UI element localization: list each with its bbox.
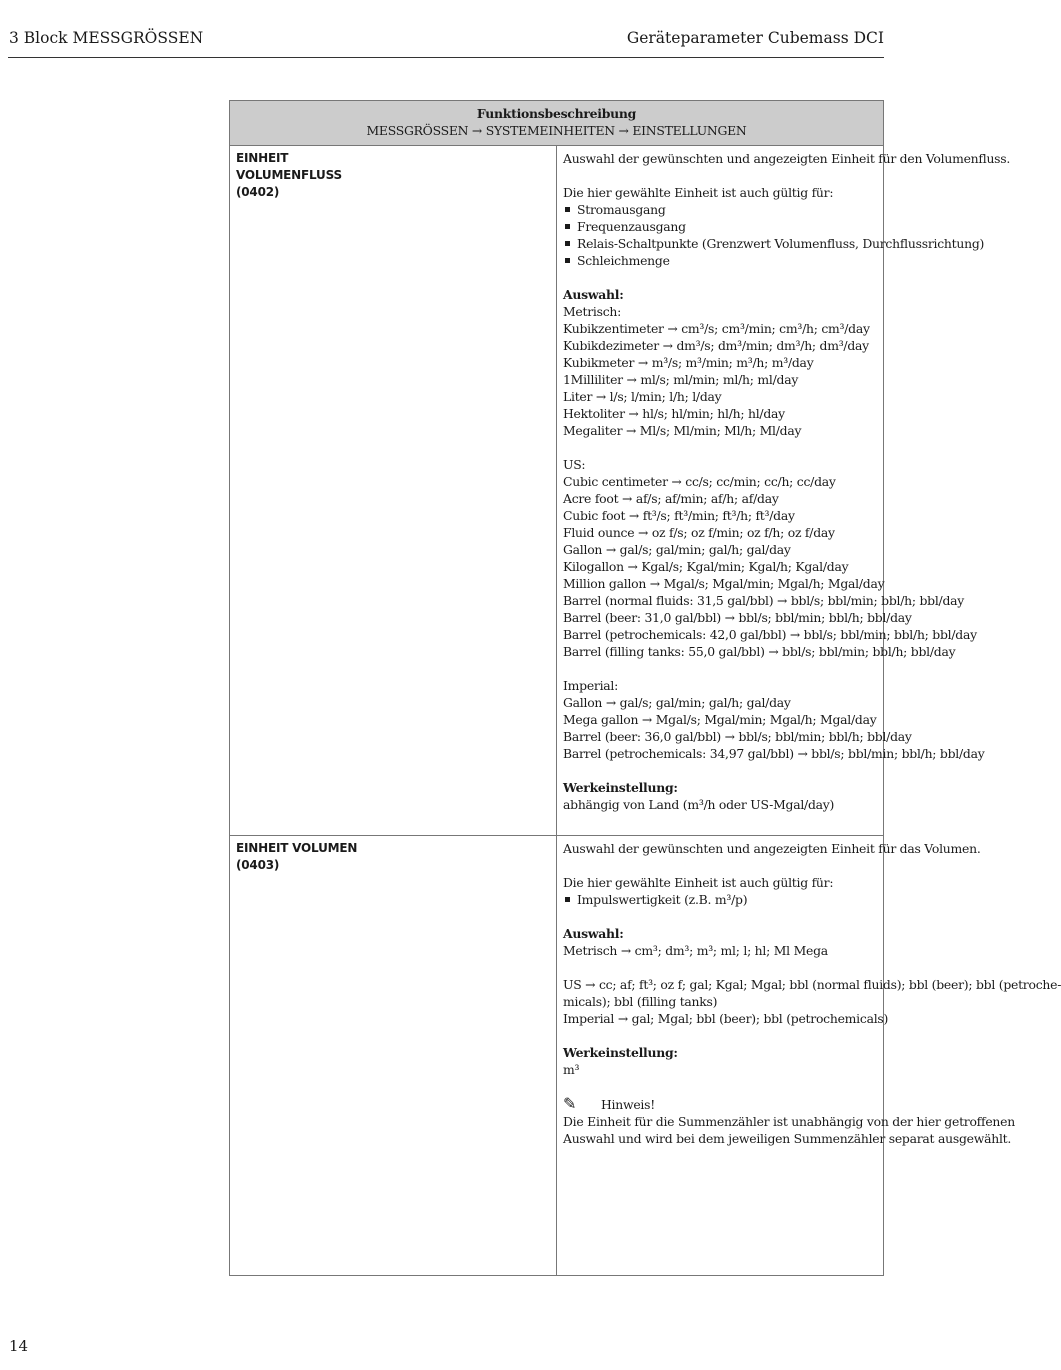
unit-option: Acre foot → af/s; af/min; af/h; af/day bbox=[563, 491, 779, 506]
selection-label: Auswahl: bbox=[563, 926, 624, 941]
default-label: Werkeinstellung: bbox=[563, 1045, 678, 1060]
function-name: EINHEIT bbox=[236, 151, 289, 165]
metric-label: Metrisch: bbox=[563, 304, 622, 319]
note-label: Hinweis! bbox=[601, 1097, 655, 1112]
description-intro: Auswahl der gewünschten und angezeigten Einheit für das Volumen. bbox=[563, 841, 981, 856]
running-header-section: 3 Block MESSGRÖSSEN bbox=[9, 29, 204, 47]
note-text: Die Einheit für die Summenzähler ist unabhängig von der hier getroffenen bbox=[563, 1114, 1015, 1129]
imperial-label: Imperial: bbox=[563, 678, 619, 693]
default-label: Werkeinstellung: bbox=[563, 780, 678, 795]
function-name: VOLUMENFLUSS bbox=[236, 168, 342, 182]
table-header-path: MESSGRÖSSEN → SYSTEMEINHEITEN → EINSTELLUNGEN bbox=[366, 123, 747, 138]
table-header-title: Funktionsbeschreibung bbox=[476, 106, 637, 121]
unit-option: Kubikzentimeter → cm³/s; cm³/min; cm³/h; cm³/day bbox=[563, 321, 870, 336]
header-divider bbox=[8, 57, 884, 58]
unit-option: Kubikmeter → m³/s; m³/min; m³/h; m³/day bbox=[563, 355, 814, 370]
table-row bbox=[230, 146, 884, 836]
metric-option: Metrisch → cm³; dm³; m³; ml; l; hl; Ml Mega bbox=[563, 943, 828, 958]
valid-for-label: Die hier gewählte Einheit ist auch gültig für: bbox=[563, 185, 834, 200]
page-number: 14 bbox=[9, 1337, 29, 1355]
list-item: Relais-Schaltpunkte (Grenzwert Volumenfluss, Durchflussrichtung) bbox=[563, 235, 877, 252]
function-description-table bbox=[229, 100, 1061, 1276]
unit-option: Cubic centimeter → cc/s; cc/min; cc/h; cc/day bbox=[563, 474, 836, 489]
running-header-title: Geräteparameter Cubemass DCI bbox=[626, 29, 884, 47]
us-label: US: bbox=[563, 457, 586, 472]
us-option: US → cc; af; ft³; oz f; gal; Kgal; Mgal; bbl (normal fluids); bbl (beer); bbl (petroche- bbox=[563, 977, 1061, 992]
unit-option: Hektoliter → hl/s; hl/min; hl/h; hl/day bbox=[563, 406, 785, 421]
unit-option: Fluid ounce → oz f/s; oz f/min; oz f/h; oz f/day bbox=[563, 525, 835, 540]
function-name-cell bbox=[230, 146, 557, 836]
unit-option: Cubic foot → ft³/s; ft³/min; ft³/h; ft³/day bbox=[563, 508, 795, 523]
unit-option: Barrel (beer: 31,0 gal/bbl) → bbl/s; bbl/min; bbl/h; bbl/day bbox=[563, 610, 912, 625]
function-description-cell bbox=[557, 146, 1011, 836]
unit-option: Kilogallon → Kgal/s; Kgal/min; Kgal/h; Kgal/day bbox=[563, 559, 849, 574]
function-description-cell bbox=[557, 836, 1061, 1276]
unit-option: 1Milliliter → ml/s; ml/min; ml/h; ml/day bbox=[563, 372, 799, 387]
selection-label: Auswahl: bbox=[563, 287, 624, 302]
imperial-option: Imperial → gal; Mgal; bbl (beer); bbl (petrochemicals) bbox=[563, 1011, 889, 1026]
unit-option: Gallon → gal/s; gal/min; gal/h; gal/day bbox=[563, 542, 791, 557]
unit-option: Barrel (petrochemicals: 34,97 gal/bbl) → bbl/s; bbl/min; bbl/h; bbl/day bbox=[563, 746, 985, 761]
function-code: (0403) bbox=[236, 858, 280, 872]
note-text: Auswahl und wird bei dem jeweiligen Summenzähler separat ausgewählt. bbox=[563, 1131, 1012, 1146]
valid-for-list bbox=[563, 891, 877, 908]
default-value: abhängig von Land (m³/h oder US-Mgal/day) bbox=[563, 797, 835, 812]
table-row bbox=[230, 836, 884, 1276]
list-item: Frequenzausgang bbox=[563, 218, 877, 235]
table-header bbox=[230, 101, 884, 146]
valid-for-list bbox=[563, 201, 985, 269]
valid-for-label: Die hier gewählte Einheit ist auch gültig für: bbox=[563, 875, 834, 890]
function-name-cell bbox=[230, 836, 557, 1276]
unit-option: Gallon → gal/s; gal/min; gal/h; gal/day bbox=[563, 695, 791, 710]
unit-option: Mega gallon → Mgal/s; Mgal/min; Mgal/h; Mgal/day bbox=[563, 712, 877, 727]
unit-option: Barrel (filling tanks: 55,0 gal/bbl) → bbl/s; bbl/min; bbl/h; bbl/day bbox=[563, 644, 956, 659]
us-option-continued: micals); bbl (filling tanks) bbox=[563, 994, 718, 1009]
list-item: Impulswertigkeit (z.B. m³/p) bbox=[563, 891, 877, 908]
unit-option: Barrel (normal fluids: 31,5 gal/bbl) → bbl/s; bbl/min; bbl/h; bbl/day bbox=[563, 593, 965, 608]
note-heading bbox=[563, 1095, 877, 1113]
unit-option: Barrel (beer: 36,0 gal/bbl) → bbl/s; bbl/min; bbl/h; bbl/day bbox=[563, 729, 912, 744]
unit-option: Barrel (petrochemicals: 42,0 gal/bbl) → bbl/s; bbl/min; bbl/h; bbl/day bbox=[563, 627, 977, 642]
unit-option: Liter → l/s; l/min; l/h; l/day bbox=[563, 389, 722, 404]
unit-option: Megaliter → Ml/s; Ml/min; Ml/h; Ml/day bbox=[563, 423, 802, 438]
unit-option: Kubikdezimeter → dm³/s; dm³/min; dm³/h; dm³/day bbox=[563, 338, 869, 353]
description-intro: Auswahl der gewünschten und angezeigten Einheit für den Volumenfluss. bbox=[563, 151, 1011, 166]
list-item: Schleichmenge bbox=[563, 252, 877, 269]
function-name: EINHEIT VOLUMEN bbox=[236, 841, 358, 855]
default-value: m³ bbox=[563, 1062, 580, 1077]
pencil-icon: ✎ bbox=[563, 1094, 577, 1113]
list-item: Stromausgang bbox=[563, 201, 877, 218]
function-code: (0402) bbox=[236, 185, 280, 199]
unit-option: Million gallon → Mgal/s; Mgal/min; Mgal/h; Mgal/day bbox=[563, 576, 885, 591]
